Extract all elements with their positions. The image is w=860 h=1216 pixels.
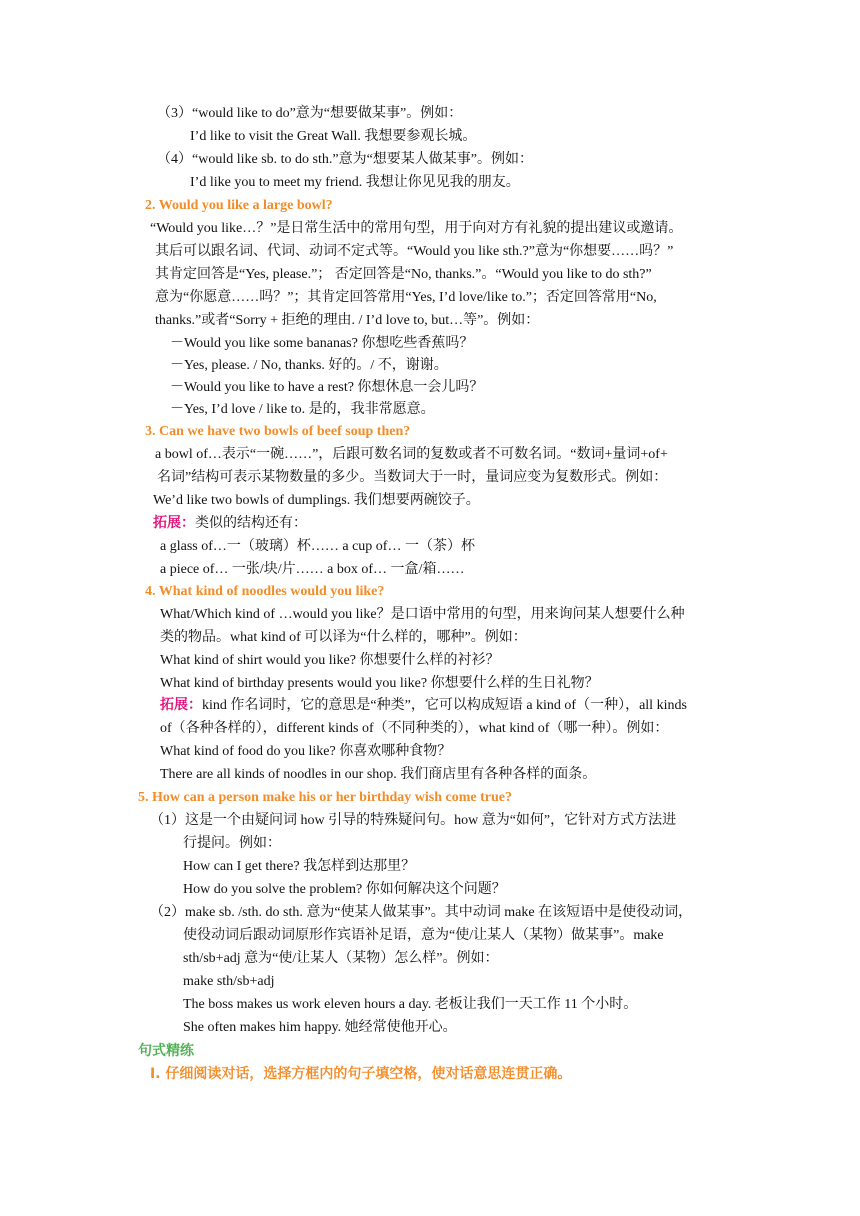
section-heading: 2. Would you like a large bowl? (145, 198, 333, 213)
text-line: What kind of birthday presents would you like? 你想要什么样的生日礼物？ (160, 676, 599, 691)
text-line: sth/sb+adj 意为“使/让某人（某物）怎么样”。例如： (183, 951, 499, 966)
text-line: I’d like to visit the Great Wall. 我想要参观长城。 (190, 129, 477, 144)
section-heading: 3. Can we have two bowls of beef soup then? (145, 424, 411, 439)
text-line: 意为“你愿意……吗？”；其肯定回答常用“Yes, I’d love/like to.”；否定回答常用“No, (155, 290, 657, 305)
text-line: （3）“would like to do”意为“想要做某事”。例如： (157, 106, 463, 121)
section-heading: 5. How can a person make his or her birthday wish come true? (138, 790, 512, 805)
text-line: 其后可以跟名词、代词、动词不定式等。“Would you like sth.?”意为“你想要……吗？” (155, 244, 674, 259)
text-line: －Yes, I’d love / like to. 是的，我非常愿意。 (170, 402, 435, 417)
text-line: 类似的结构还有： (195, 516, 307, 531)
text-line: 使役动词后跟动词原形作宾语补足语，意为“使/让某人（某物）做某事”。make (183, 928, 664, 943)
text-line: （1）这是一个由疑问词 how 引导的特殊疑问句。how 意为“如何”，它针对方式方法进 (150, 813, 677, 828)
text-line: 名词”结构可表示某物数量的多少。当数词大于一时，量词应变为复数形式。例如： (157, 470, 668, 485)
text-line: －Would you like some bananas? 你想吃些香蕉吗？ (170, 336, 474, 351)
text-line: The boss makes us work eleven hours a day. 老板让我们一天工作 11 个小时。 (183, 997, 638, 1012)
text-line: 其肯定回答是“Yes, please.”； 否定回答是“No, thanks.”。“Would you like to do sth?” (155, 267, 652, 282)
extension-line (153, 515, 307, 533)
text-line: （4）“would like sb. to do sth.”意为“想要某人做某事”。例如： (157, 152, 534, 167)
text-line: make sth/sb+adj (183, 974, 275, 989)
text-line: －Would you like to have a rest? 你想休息一会儿吗？ (170, 380, 484, 395)
text-line: thanks.”或者“Sorry + 拒绝的理由. / I’d love to, but…等”。例如： (155, 313, 540, 328)
text-line: a bowl of…表示“一碗……”，后跟可数名词的复数或者不可数名词。“数词+量词+of+ (155, 447, 668, 462)
text-line: There are all kinds of noodles in our shop. 我们商店里有各种各样的面条。 (160, 767, 597, 782)
extension-line (160, 697, 687, 715)
text-line: How can I get there? 我怎样到达那里？ (183, 859, 416, 874)
text-line: 行提问。例如： (183, 836, 281, 851)
section-title: 句式精练 (138, 1043, 194, 1059)
exercise-instruction: Ⅰ. 仔细阅读对话，选择方框内的句子填空格，使对话意思连贯正确。 (150, 1066, 572, 1082)
text-line: What kind of shirt would you like? 你想要什么样的衬衫？ (160, 653, 500, 668)
text-line: What/Which kind of …would you like？是口语中常用的句型，用来询问某人想要什么种 (160, 607, 685, 622)
text-line: How do you solve the problem? 你如何解决这个问题？ (183, 882, 506, 897)
text-line: 类的物品。what kind of 可以译为“什么样的，哪种”。例如： (160, 630, 527, 645)
text-line: of（各种各样的），different kinds of（不同种类的），what kind of（哪一种）。例如： (160, 721, 669, 736)
text-line: kind 作名词时，它的意思是“种类”，它可以构成短语 a kind of（一种），all kinds (202, 698, 687, 713)
section-heading: 4. What kind of noodles would you like? (145, 584, 385, 599)
extension-label: 拓展： (153, 516, 195, 531)
text-line: She often makes him happy. 她经常使他开心。 (183, 1020, 457, 1035)
text-line: “Would you like…？”是日常生活中的常用句型，用于向对方有礼貌的提出建议或邀请。 (150, 221, 683, 236)
text-line: I’d like you to meet my friend. 我想让你见见我的朋友。 (190, 175, 520, 190)
text-line: a piece of… 一张/块/片…… a box of… 一盒/箱…… (160, 562, 465, 577)
text-line: We’d like two bowls of dumplings. 我们想要两碗饺子。 (153, 493, 480, 508)
extension-label: 拓展： (160, 698, 202, 713)
text-line: －Yes, please. / No, thanks. 好的。/ 不，谢谢。 (170, 358, 448, 373)
text-line: What kind of food do you like? 你喜欢哪种食物？ (160, 744, 452, 759)
text-line: （2）make sb. /sth. do sth. 意为“使某人做某事”。其中动词 make 在该短语中是使役动词， (150, 905, 693, 920)
text-line: a glass of…一（玻璃）杯…… a cup of… 一（茶）杯 (160, 539, 475, 554)
